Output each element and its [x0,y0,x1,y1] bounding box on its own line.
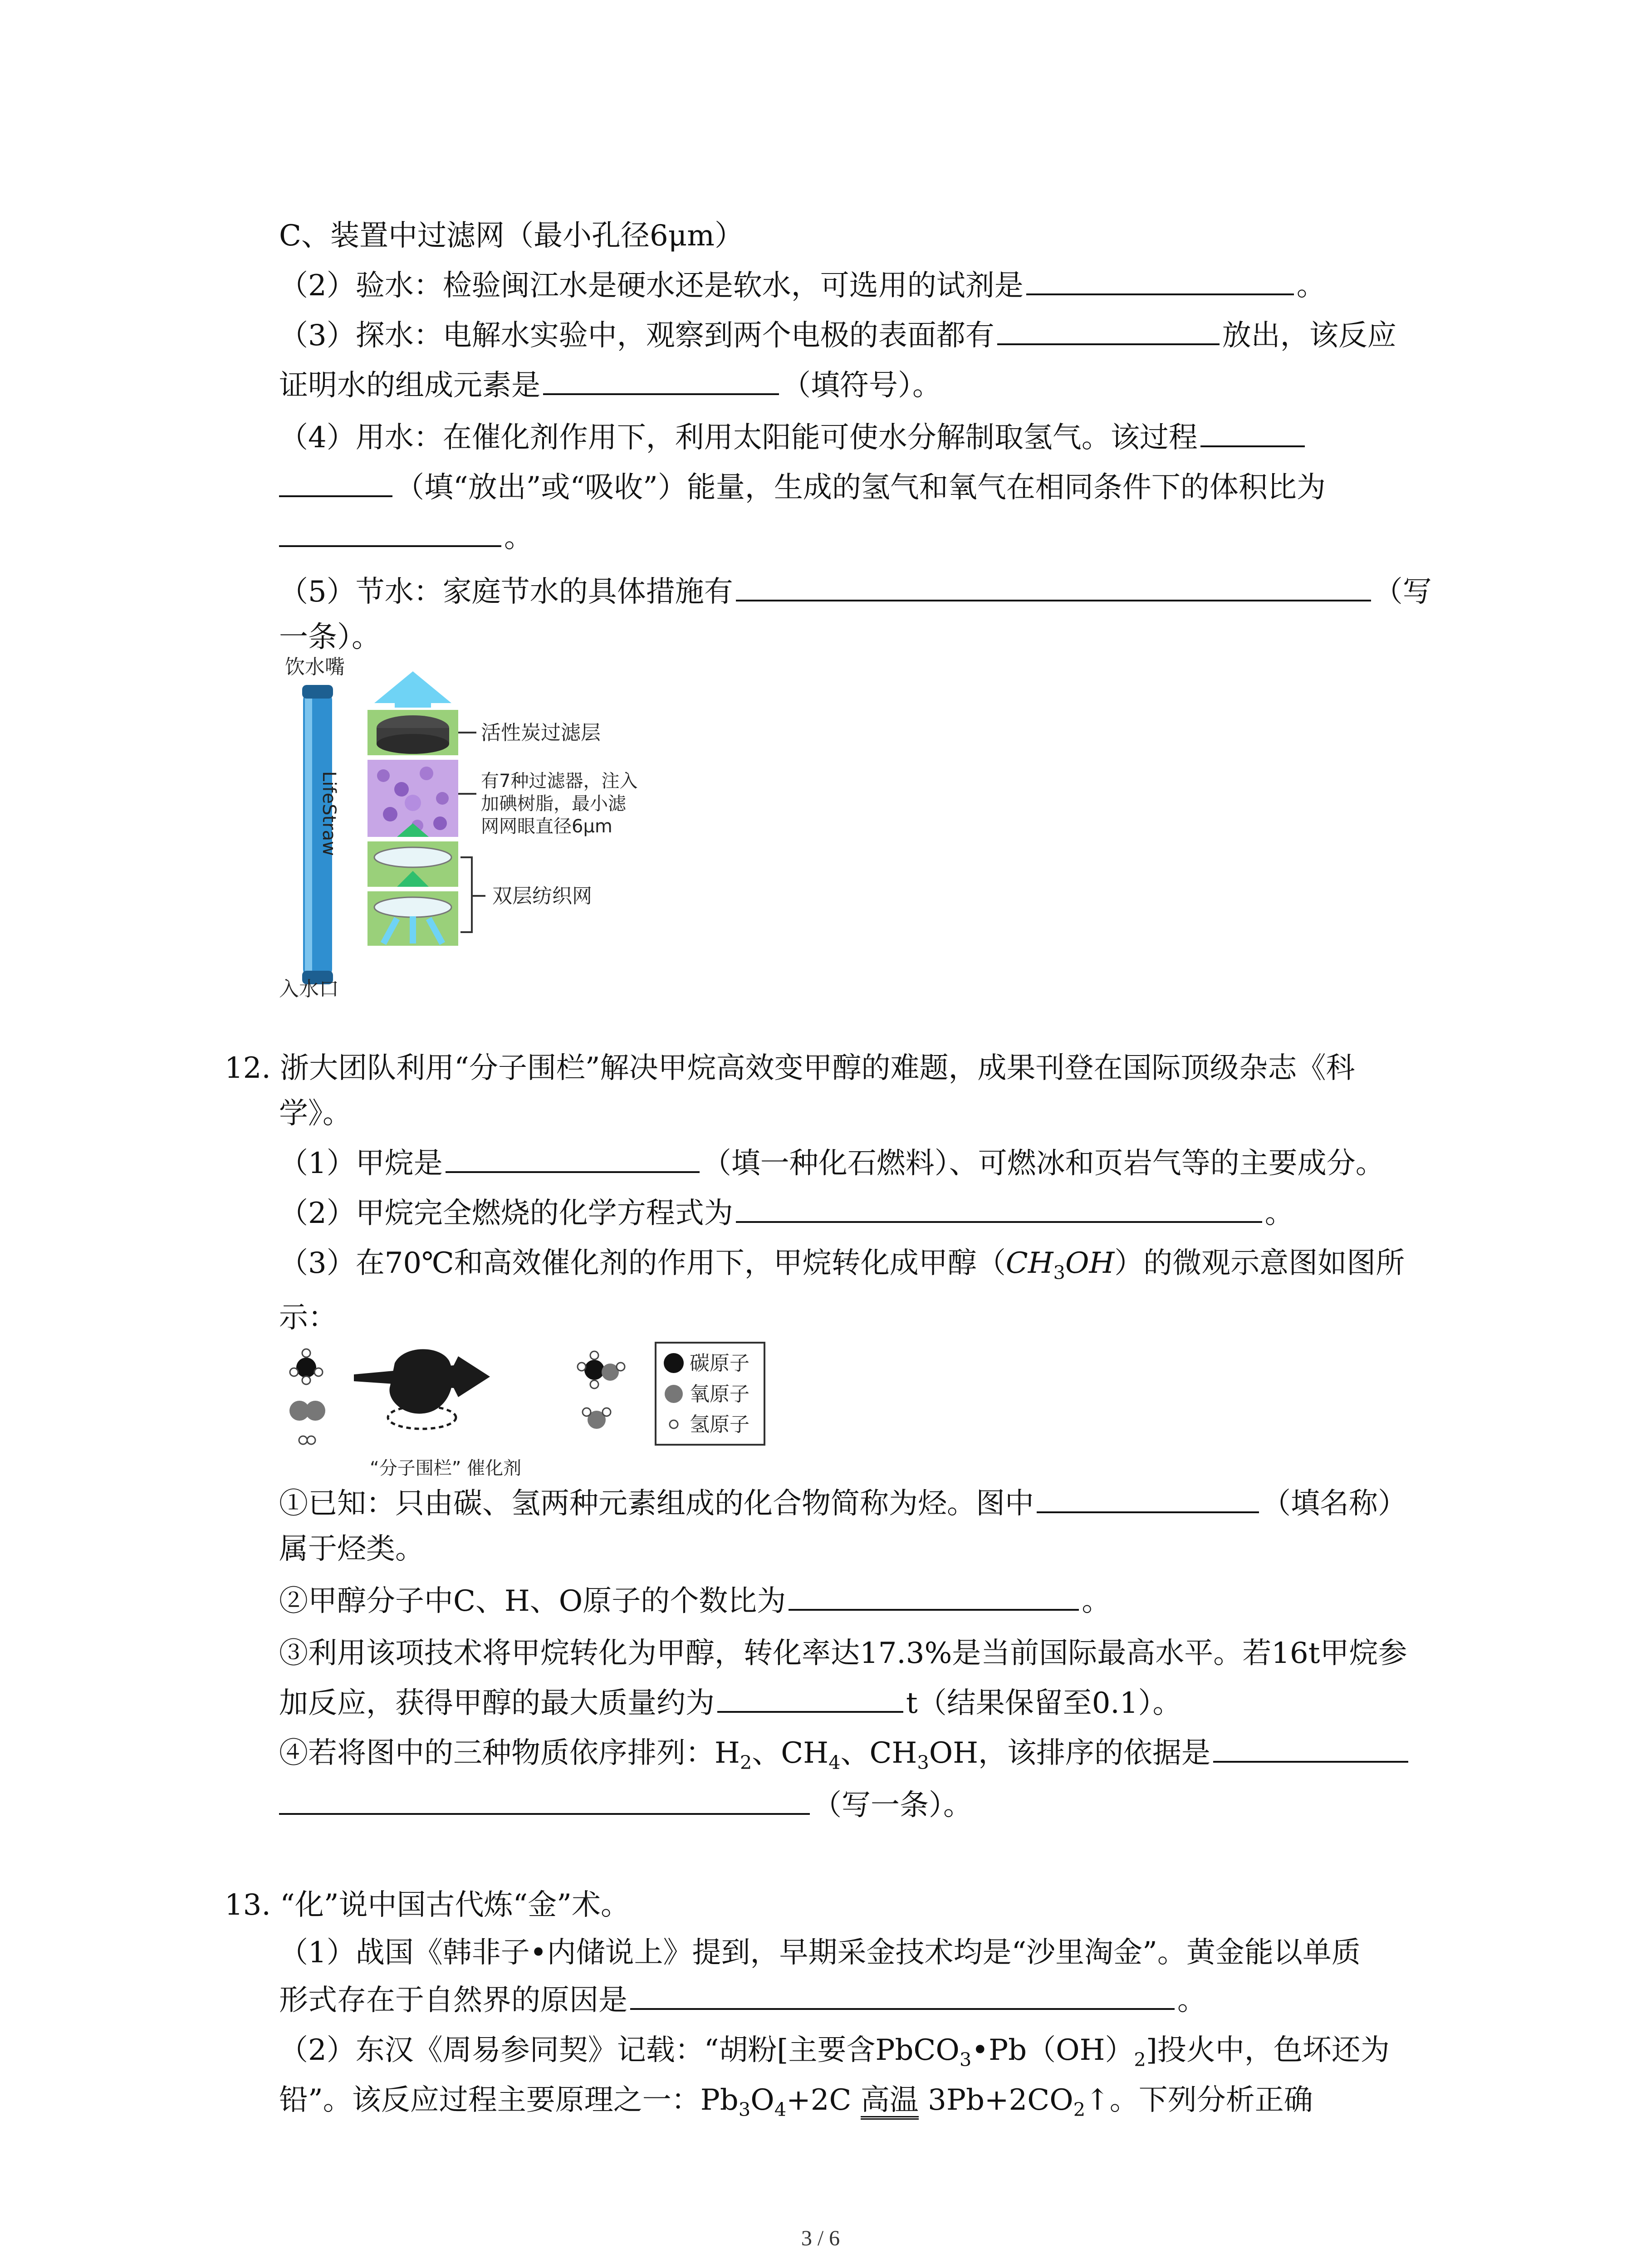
q12-part-1: （1）甲烷是 （填一种化石燃料）、可燃冰和页岩气等的主要成分。 [279,1141,1385,1186]
answer-blank[interactable] [717,1682,903,1713]
q11-part-3-cont: 证明水的组成元素是 （填符号）。 [279,363,941,408]
water-filter-figure [277,653,638,1002]
q12-sub-1-cont: 属于烃类。 [279,1532,424,1566]
oxygen-molecule-icon [289,1401,325,1421]
answer-blank[interactable] [1037,1482,1259,1513]
mesh-label: 双层纺织网 [492,885,592,908]
carbon-layer-label: 活性炭过滤层 [481,721,601,744]
methane-to-methanol-figure [277,1340,789,1481]
q12-sub-4: ④若将图中的三种物质依序排列：$H_2$、$CH_4$、$CH_3OH$，该排序的依据是 [279,1730,1411,1776]
q13-intro: 13. “化”说中国古代炼“金”术。 [225,1888,630,1922]
answer-blank[interactable] [279,466,392,497]
water-molecule-icon [583,1408,611,1429]
answer-blank[interactable] [630,1979,1175,2010]
q12-part-3-cont: 示： [279,1301,337,1334]
q12-sub-1: ①已知：只由碳、氢两种元素组成的化合物简称为烃。图中 （填名称） [279,1481,1407,1526]
q12-sub-4-cont: （写一条）。 [279,1783,972,1828]
legend-hydrogen: 氢原子 [690,1413,749,1436]
q13-part-1-cont: 形式存在于自然界的原因是 。 [279,1978,1206,2023]
filter-label-line1: 有7种过滤器，注入 [481,771,638,792]
q12-part-2: （2）甲烷完全燃烧的化学方程式为 。 [279,1191,1294,1236]
water-out-arrow-icon [374,671,451,708]
answer-blank[interactable] [279,516,501,547]
q11-part-3: （3）探水：电解水实验中，观察到两个电极的表面都有 放出，该反应 [279,313,1396,358]
methane-molecule-icon [290,1349,323,1384]
q12-sub-2: ②甲醇分子中C、H、O原子的个数比为 。 [279,1579,1111,1624]
page-number: 3 / 6 [801,2226,840,2250]
filter-label-line3: 网网眼直径6μm [481,816,612,837]
catalyst-label: “分子围栏” 催化剂 [370,1458,522,1479]
q12-part-3: （3）在70℃和高效催化剂的作用下，甲烷转化成甲醇$(CH_3OH)$的微观示意图如图所 [279,1246,1405,1284]
q12-sub-3-cont: 加反应，获得甲醇的最大质量约为 t（结果保留至0.1）。 [279,1681,1182,1726]
q12-sub-3: ③利用该项技术将甲烷转化为甲醇，转化率达17.3%是当前国际最高水平。若16t甲烷参 [279,1637,1407,1670]
answer-blank[interactable] [1213,1732,1408,1763]
answer-blank[interactable] [997,314,1220,345]
answer-blank[interactable] [1200,416,1305,447]
q11-part-4-cont: （填“放出”或“吸收”）能量，生成的氢气和氧气在相同条件下的体积比为 [279,465,1326,510]
answer-blank[interactable] [736,1192,1262,1223]
q13-part-1: （1）战国《韩非子•内储说上》提到，早期采金技术均是“沙里淘金”。黄金能以单质 [279,1936,1361,1970]
answer-blank[interactable] [446,1142,700,1173]
q12-intro-cont: 学》。 [279,1097,352,1130]
answer-blank[interactable] [736,571,1371,601]
answer-blank[interactable] [543,364,779,395]
hydrogen-atom-legend-icon [670,1420,678,1428]
oxygen-atom-legend-icon [665,1385,683,1403]
water-inlet-label: 入水口 [279,978,339,1001]
q11-part-5: （5）节水：家庭节水的具体措施有 （写 [279,569,1432,615]
q11-option-c: C、装置中过滤网（最小孔径6μm） [279,219,744,253]
q13-part-2: （2）东汉《周易参同契》记载：“胡粉[主要含$PbCO_3•Pb(OH)_2$]投火中，色坏还为 [279,2033,1390,2071]
reaction-condition: 高温 [861,2084,919,2120]
answer-blank[interactable] [789,1580,1079,1611]
drinking-mouth-label: 饮水嘴 [285,655,345,679]
q12-intro: 12. 浙大团队利用“分子围栏”解决甲烷高效变甲醇的难题，成果刊登在国际顶级杂志《科 [225,1051,1355,1085]
legend-oxygen: 氧原子 [690,1383,749,1406]
mesh-layer-icon [374,847,451,867]
carbon-atom-legend-icon [664,1353,684,1373]
q11-part-4: （4）用水：在催化剂作用下，利用太阳能可使水分解制取氢气。该过程 [279,415,1308,460]
methanol-molecule-icon [578,1351,625,1388]
straw-brand-text: LifeStraw [318,771,339,856]
q13-part-2-cont: 铅”。该反应过程主要原理之一：$Pb_3O_4+2C$ 高温 $3Pb+2CO_2↑$。下列分析正确 [279,2083,1313,2121]
q11-part-5-cont: 一条）。 [279,621,381,654]
q11-part-4-cont2: 。 [279,515,533,560]
filter-label-line2: 加碘树脂，最小滤 [481,793,626,814]
hydrogen-molecule-icon [299,1436,315,1444]
answer-blank[interactable] [1026,264,1294,295]
q11-part-2: （2）验水：检验闽江水是硬水还是软水，可选用的试剂是 。 [279,263,1326,308]
legend-carbon: 碳原子 [690,1352,749,1375]
answer-blank[interactable] [279,1784,810,1815]
